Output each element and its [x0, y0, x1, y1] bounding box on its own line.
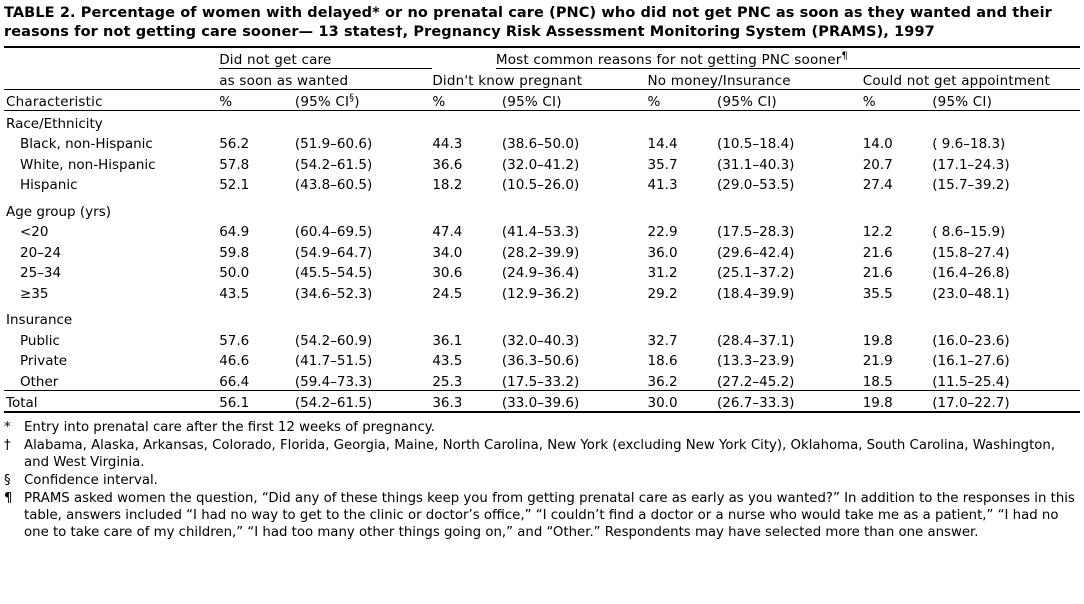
table-header-row-1 — [4, 47, 1080, 69]
cell-pct-2: 30.6 — [432, 265, 463, 282]
cell-ci-3: (27.2–45.2) — [717, 373, 795, 390]
header-ci-3: (95% CI) — [711, 90, 863, 111]
group-label-agegroup: Age group (yrs) — [6, 203, 112, 220]
cell-ci-2: (32.0–40.3) — [501, 332, 580, 349]
table-header-row-2 — [4, 69, 1080, 90]
cell-pct-3: 35.7 — [647, 156, 678, 173]
table-row — [4, 328, 1080, 349]
cell-pct-4: 27.4 — [862, 177, 893, 194]
row-label: Other — [20, 373, 59, 390]
cell-ci-2: (10.5–26.0) — [501, 177, 580, 194]
cell-pct-1: 59.8 — [219, 244, 250, 261]
header-pct-2: % — [432, 90, 496, 111]
cell-ci-2: (41.4–53.3) — [501, 224, 580, 241]
table-row — [4, 281, 1080, 302]
cell-ci-4: ( 8.6–15.9) — [932, 224, 1006, 241]
cell-pct-2: 34.0 — [432, 244, 463, 261]
cell-ci-4: (16.1–27.6) — [932, 353, 1010, 370]
cell-ci-2: (36.3–50.6) — [501, 353, 580, 370]
row-label: ≥35 — [20, 285, 49, 302]
header-ci-4: (95% CI) — [926, 90, 1080, 111]
cell-ci-2: (24.9–36.4) — [501, 265, 580, 282]
header-gap-1 — [432, 47, 496, 69]
footnote-mark: ¶ — [4, 491, 13, 507]
cell-ci-4: (17.1–24.3) — [932, 156, 1010, 173]
cell-pct-4: 19.8 — [862, 332, 893, 349]
total-pct-3: 30.0 — [648, 390, 712, 412]
footnote-item — [4, 437, 1076, 471]
cell-ci-3: (29.0–53.5) — [717, 177, 795, 194]
header-pct-1: % — [219, 90, 289, 111]
total-ci-1: (54.2–61.5) — [289, 390, 432, 412]
group-header-row — [4, 302, 1080, 329]
cell-ci-3: (29.6–42.4) — [717, 244, 795, 261]
total-pct-1: 56.1 — [219, 390, 289, 412]
cell-ci-1: (60.4–69.5) — [294, 224, 373, 241]
cell-ci-1: (54.9–64.7) — [294, 244, 373, 261]
cell-pct-4: 21.6 — [862, 244, 893, 261]
cell-pct-4: 12.2 — [862, 224, 893, 241]
cell-pct-2: 36.6 — [432, 156, 463, 173]
row-label: Private — [20, 353, 68, 370]
row-label: 25–34 — [20, 265, 62, 282]
row-label: White, non-Hispanic — [20, 156, 156, 173]
cell-ci-3: (13.3–23.9) — [717, 353, 795, 370]
header-pct-4: % — [863, 90, 927, 111]
cell-ci-4: (16.0–23.6) — [932, 332, 1010, 349]
header-pct-3: % — [648, 90, 712, 111]
group-header-row — [4, 193, 1080, 220]
cell-pct-2: 43.5 — [432, 353, 463, 370]
footnote-text: Entry into prenatal care after the first 12 weeks of pregnancy. — [24, 420, 435, 436]
cell-ci-2: (28.2–39.9) — [501, 244, 580, 261]
table-row — [4, 220, 1080, 241]
cell-ci-3: (25.1–37.2) — [717, 265, 795, 282]
cell-ci-2: (38.6–50.0) — [501, 136, 580, 153]
cell-ci-3: (17.5–28.3) — [717, 224, 795, 241]
cell-pct-1: 66.4 — [219, 373, 250, 390]
table-row — [4, 152, 1080, 173]
prams-table — [4, 46, 1080, 413]
cell-pct-1: 57.8 — [219, 156, 250, 173]
footnote-mark: § — [4, 473, 11, 489]
cell-pct-3: 22.9 — [647, 224, 678, 241]
cell-ci-1: (45.5–54.5) — [294, 265, 373, 282]
table-total-row — [4, 390, 1080, 412]
cell-pct-2: 36.1 — [432, 332, 463, 349]
cell-ci-1: (41.7–51.5) — [294, 353, 373, 370]
cell-pct-4: 21.9 — [862, 353, 893, 370]
cell-ci-1: (54.2–61.5) — [294, 156, 373, 173]
cell-ci-4: (15.8–27.4) — [932, 244, 1010, 261]
cell-ci-1: (51.9–60.6) — [294, 136, 373, 153]
cell-pct-1: 56.2 — [219, 136, 250, 153]
cell-ci-4: (15.7–39.2) — [932, 177, 1010, 194]
table-row — [4, 349, 1080, 370]
cell-ci-2: (17.5–33.2) — [501, 373, 580, 390]
group-label-insurance: Insurance — [6, 312, 73, 329]
header-reason-2: No money/Insurance — [648, 69, 863, 90]
cell-pct-3: 41.3 — [647, 177, 678, 194]
footnote-item — [4, 490, 1076, 541]
cell-ci-1: (43.8–60.5) — [294, 177, 373, 194]
total-pct-4: 19.8 — [863, 390, 927, 412]
total-ci-4: (17.0–22.7) — [926, 390, 1080, 412]
cell-pct-4: 21.6 — [862, 265, 893, 282]
header-col1-line2: as soon as wanted — [219, 69, 432, 90]
total-label: Total — [4, 390, 219, 412]
cell-ci-4: ( 9.6–18.3) — [932, 136, 1006, 153]
cell-ci-1: (54.2–60.9) — [294, 332, 373, 349]
row-label: <20 — [20, 224, 49, 241]
header-reason-1: Didn't know pregnant — [432, 69, 647, 90]
cell-ci-2: (32.0–41.2) — [501, 156, 580, 173]
cell-ci-1: (34.6–52.3) — [294, 285, 373, 302]
cell-pct-1: 43.5 — [219, 285, 250, 302]
row-label: Hispanic — [20, 177, 78, 194]
header-ci-2: (95% CI) — [496, 90, 648, 111]
cell-pct-4: 35.5 — [862, 285, 893, 302]
cell-pct-3: 29.2 — [647, 285, 678, 302]
cell-ci-4: (11.5–25.4) — [932, 373, 1010, 390]
table-header-row-3 — [4, 90, 1080, 111]
cell-pct-1: 52.1 — [219, 177, 250, 194]
row-label: 20–24 — [20, 244, 62, 261]
cell-pct-2: 24.5 — [432, 285, 463, 302]
cell-pct-2: 18.2 — [432, 177, 463, 194]
header-blank-2 — [4, 69, 219, 90]
cell-ci-3: (18.4–39.9) — [717, 285, 795, 302]
cell-pct-2: 44.3 — [432, 136, 463, 153]
cell-pct-1: 46.6 — [219, 353, 250, 370]
cell-pct-2: 25.3 — [432, 373, 463, 390]
cell-pct-4: 18.5 — [862, 373, 893, 390]
cell-pct-1: 64.9 — [219, 224, 250, 241]
cell-pct-4: 14.0 — [862, 136, 893, 153]
header-reason-3: Could not get appointment — [863, 69, 1080, 90]
cell-pct-3: 31.2 — [647, 265, 678, 282]
footnote-text: PRAMS asked women the question, “Did any of these things keep you from getting prenatal care as early as you wanted?” In addition to the responses in this table, answers included “I had no way to get to the clinic or doctor’s office,” “I couldn’t find a doctor or a nurse who would take me as a patient,” “I had no one to take care of my children,” “I had too many other things going on,” and “Other.” Respondents may have selected more than one answer. — [24, 491, 1075, 541]
table-row — [4, 132, 1080, 153]
cell-ci-2: (12.9–36.2) — [501, 285, 580, 302]
total-ci-2: (33.0–39.6) — [496, 390, 648, 412]
group-header-row — [4, 111, 1080, 132]
footnotes — [4, 419, 1076, 541]
header-col1-line1: Did not get care — [219, 47, 432, 69]
row-label: Public — [20, 332, 60, 349]
cell-pct-1: 50.0 — [219, 265, 250, 282]
table-row — [4, 173, 1080, 194]
cell-pct-3: 14.4 — [647, 136, 678, 153]
cell-ci-1: (59.4–73.3) — [294, 373, 373, 390]
cell-ci-4: (16.4–26.8) — [932, 265, 1010, 282]
header-characteristic: Characteristic — [4, 90, 219, 111]
footnote-text: Alabama, Alaska, Arkansas, Colorado, Florida, Georgia, Maine, North Carolina, New York (excluding New York City), Oklahoma, South Carolina, Washington, and West Virginia. — [24, 438, 1056, 471]
footnote-mark: * — [4, 420, 11, 436]
header-blank-1 — [4, 47, 219, 69]
header-reasons-span: Most common reasons for not getting PNC sooner¶ — [496, 47, 1080, 69]
cell-pct-3: 36.2 — [647, 373, 678, 390]
cell-ci-3: (31.1–40.3) — [717, 156, 795, 173]
cell-pct-1: 57.6 — [219, 332, 250, 349]
group-label-raceethnicity: Race/Ethnicity — [4, 111, 219, 132]
footnote-mark: † — [4, 438, 11, 454]
cell-ci-4: (23.0–48.1) — [932, 285, 1010, 302]
cell-pct-3: 32.7 — [647, 332, 678, 349]
row-label: Black, non-Hispanic — [20, 136, 153, 153]
footnote-item — [4, 419, 1076, 436]
table-row — [4, 369, 1080, 390]
total-pct-2: 36.3 — [432, 390, 496, 412]
footnote-item — [4, 472, 1076, 489]
cell-pct-3: 18.6 — [647, 353, 678, 370]
header-ci-1: (95% CI§) — [289, 90, 432, 111]
table-row — [4, 240, 1080, 261]
table-row — [4, 261, 1080, 282]
cell-pct-3: 36.0 — [647, 244, 678, 261]
footnote-text: Confidence interval. — [24, 473, 158, 489]
cell-pct-4: 20.7 — [862, 156, 893, 173]
cell-pct-2: 47.4 — [432, 224, 463, 241]
page-title: TABLE 2. Percentage of women with delayed* or no prenatal care (PNC) who did not get PNC as soon as they wanted and their reasons for not getting care sooner— 13 states†, Pregnancy Risk Assessment Monitoring System (PRAMS), 1997 — [4, 5, 1052, 41]
cell-ci-3: (28.4–37.1) — [717, 332, 795, 349]
total-ci-3: (26.7–33.3) — [711, 390, 863, 412]
cell-ci-3: (10.5–18.4) — [717, 136, 795, 153]
